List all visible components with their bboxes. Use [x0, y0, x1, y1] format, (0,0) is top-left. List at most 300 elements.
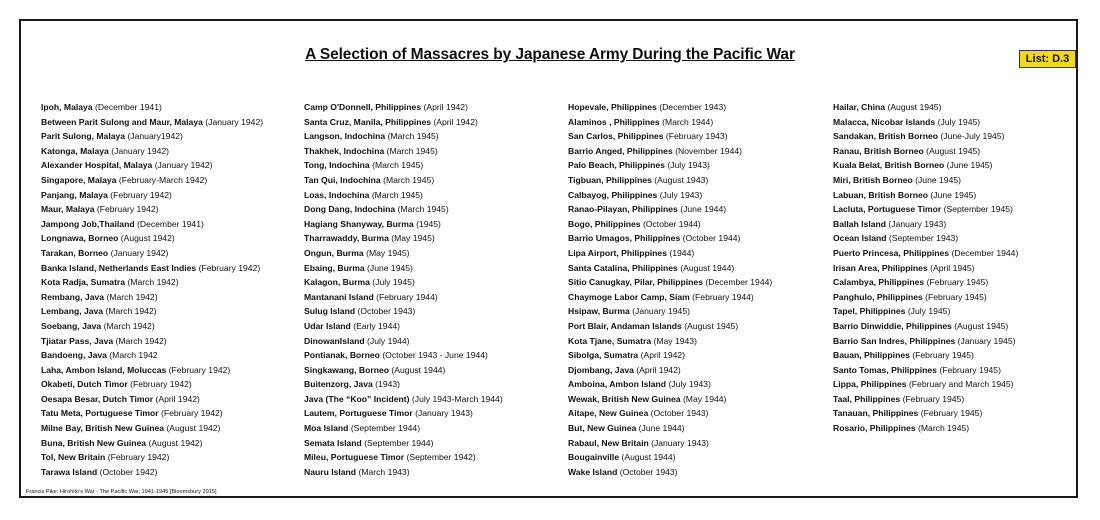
- massacre-date: (February 1942): [130, 379, 192, 390]
- massacre-place: Tatu Meta, Portuguese Timor: [41, 408, 159, 419]
- massacre-place: Amboina, Ambon Island: [568, 379, 667, 390]
- massacre-entry: [568, 173, 772, 188]
- massacre-date: (June 1945): [915, 174, 962, 185]
- massacre-date: (August 1943): [654, 174, 709, 185]
- massacre-date: (July 1943): [667, 160, 710, 171]
- massacre-place: Dong Dang, Indochina: [304, 204, 396, 215]
- massacre-place: Panjang, Malaya: [41, 189, 108, 200]
- massacre-entry: [568, 217, 772, 232]
- massacre-date: (August 1942): [148, 437, 203, 448]
- massacre-entry: [41, 465, 263, 480]
- massacre-entry: [833, 129, 1018, 144]
- massacre-entry: [304, 348, 503, 363]
- massacre-place: Laha, Ambon Island, Moluccas: [41, 364, 167, 375]
- massacre-place: Sandakan, British Borneo: [833, 131, 939, 142]
- massacre-entry: [41, 202, 263, 217]
- massacre-place: Moa Island: [304, 423, 349, 434]
- massacre-place: Malacca, Nicobar Islands: [833, 116, 936, 127]
- massacre-date: (July 1943): [668, 379, 711, 390]
- massacre-entry: [833, 231, 1018, 246]
- massacre-entry: [833, 173, 1018, 188]
- massacre-place: Soebang, Java: [41, 320, 102, 331]
- massacre-place: Ebaing, Burma: [304, 262, 365, 273]
- massacre-entry: [833, 144, 1018, 159]
- massacre-place: Hsipaw, Burma: [568, 306, 630, 317]
- massacre-entry: [41, 348, 263, 363]
- massacre-entry: [41, 246, 263, 261]
- massacre-date: (May 1945): [391, 233, 435, 244]
- massacre-place: Langson, Indochina: [304, 131, 386, 142]
- massacre-date: (February 1945): [925, 291, 987, 302]
- massacre-entry: [41, 392, 263, 407]
- massacre-entry: [833, 334, 1018, 349]
- massacre-date: (February 1942): [110, 189, 172, 200]
- massacre-place: Milne Bay, British New Guinea: [41, 423, 165, 434]
- massacre-entry: [833, 304, 1018, 319]
- massacre-entry: [304, 421, 503, 436]
- massacre-place: Singapore, Malaya: [41, 174, 117, 185]
- massacre-date: (December 1944): [951, 247, 1019, 258]
- massacre-entry: [568, 436, 772, 451]
- massacre-date: (Early 1944): [353, 320, 401, 331]
- massacre-date: (March 1942): [127, 277, 179, 288]
- massacre-entry: [304, 363, 503, 378]
- massacre-place: Puerto Princesa, Philippines: [833, 247, 950, 258]
- massacre-place: Kalagon, Burma: [304, 277, 370, 288]
- massacre-date: (August 1945): [926, 145, 981, 156]
- massacre-date: (March 1944): [662, 116, 714, 127]
- massacre-place: Mantanani Island: [304, 291, 374, 302]
- massacre-date: (January 1945): [632, 306, 690, 317]
- massacre-date: (October 1943): [650, 408, 709, 419]
- massacre-place: Loas, Indochina: [304, 189, 370, 200]
- massacre-entry: [833, 158, 1018, 173]
- massacre-date: (May 1945): [366, 247, 410, 258]
- massacre-entry: [304, 100, 503, 115]
- massacre-place: Wewak, British New Guinea: [568, 393, 681, 404]
- massacre-place: Barrio Dinwiddie, Philippines: [833, 320, 952, 331]
- massacre-place: Santa Catalina, Philippines: [568, 262, 678, 273]
- massacre-date: (January 1945): [957, 335, 1016, 346]
- massacre-date: (August 1945): [684, 320, 739, 331]
- massacre-entry: [833, 275, 1018, 290]
- massacre-entry: [304, 377, 503, 392]
- massacre-date: (August 1945): [954, 320, 1009, 331]
- massacre-date: (July 1944): [367, 335, 410, 346]
- massacre-place: Labuan, British Borneo: [833, 189, 929, 200]
- massacre-place: But, New Guinea: [568, 423, 637, 434]
- massacre-entry: [568, 348, 772, 363]
- massacre-place: Ocean Island: [833, 233, 887, 244]
- massacre-place: Parit Sulong, Malaya: [41, 131, 126, 142]
- massacre-column-3: [568, 100, 772, 479]
- massacre-date: (January 1943): [415, 408, 473, 419]
- massacre-place: Bougainville: [568, 452, 620, 463]
- massacre-date: (July 1945): [372, 277, 415, 288]
- massacre-place: Ranau, British Borneo: [833, 145, 924, 156]
- massacre-date: (1943): [375, 379, 401, 390]
- massacre-date: (February 1944): [376, 291, 438, 302]
- massacre-entry: [304, 465, 503, 480]
- massacre-date: (November 1944): [675, 145, 742, 156]
- massacre-entry: [304, 334, 503, 349]
- massacre-entry: [568, 261, 772, 276]
- massacre-place: DinowanIsland: [304, 335, 365, 346]
- massacre-date: (September 1943): [888, 233, 959, 244]
- massacre-date: (October 1943): [619, 466, 678, 477]
- massacre-place: Between Parit Sulong and Maur, Malaya: [41, 116, 203, 127]
- massacre-place: Tharrawaddy, Burma: [304, 233, 389, 244]
- massacre-date: (March 1942: [109, 350, 158, 361]
- massacre-date: (October 1943 - June 1944): [382, 350, 488, 361]
- massacre-date: (February 1945): [902, 393, 965, 404]
- massacre-place: Maur, Malaya: [41, 204, 95, 215]
- massacre-entry: [41, 144, 263, 159]
- massacre-place: Djombang, Java: [568, 364, 634, 375]
- massacre-entry: [568, 465, 772, 480]
- massacre-entry: [568, 246, 772, 261]
- massacre-date: (March 1945): [371, 189, 423, 200]
- massacre-entry: [833, 246, 1018, 261]
- massacre-entry: [304, 246, 503, 261]
- massacre-date: (March 1942): [103, 320, 155, 331]
- massacre-place: Port Blair, Andaman Islands: [568, 320, 682, 331]
- massacre-entry: [41, 406, 263, 421]
- massacre-place: Ballah Island: [833, 218, 887, 229]
- massacre-date: (January1942): [127, 131, 183, 142]
- massacre-date: (February 1943): [665, 131, 728, 142]
- massacre-place: Tanauan, Philippines: [833, 408, 919, 419]
- massacre-date: (January 1942): [110, 247, 169, 258]
- massacre-place: Lippa, Philippines: [833, 379, 907, 390]
- massacre-date: (September 1945): [943, 204, 1013, 215]
- massacre-date: (July 1945): [937, 116, 981, 127]
- massacre-entry: [833, 261, 1018, 276]
- massacre-place: Camp O'Donnell, Philippines: [304, 102, 422, 112]
- massacre-entry: [304, 188, 503, 203]
- massacre-date: (January 1942): [154, 160, 213, 171]
- massacre-place: Chaymoge Labor Camp, Siam: [568, 291, 690, 302]
- massacre-place: Banka Island, Netherlands East Indies: [41, 262, 197, 273]
- massacre-entry: [833, 377, 1018, 392]
- massacre-date: (June 1945): [367, 262, 413, 273]
- massacre-place: Kuala Belat, British Borneo: [833, 160, 945, 171]
- massacre-place: Tan Qui, Indochina: [304, 174, 381, 185]
- massacre-place: Santo Tomas, Philippines: [833, 364, 937, 375]
- massacre-place: Tapel, Philippines: [833, 306, 906, 317]
- massacre-date: (April 1942): [636, 364, 681, 375]
- massacre-date: (September 1944): [364, 437, 434, 448]
- massacre-date: (September 1942): [406, 452, 476, 463]
- massacre-place: Lipa Airport, Philippines: [568, 247, 667, 258]
- massacre-date: (March 1945): [372, 160, 424, 171]
- massacre-entry: [568, 144, 772, 159]
- massacre-entry: [41, 115, 263, 130]
- massacre-place: Barrio Umagos, Philippines: [568, 233, 681, 244]
- massacre-place: Tigbuan, Philippines: [568, 174, 652, 185]
- massacre-entry: [304, 406, 503, 421]
- massacre-place: Alexander Hospital, Malaya: [41, 160, 153, 171]
- massacre-place: Lacluta, Portuguese Timor: [833, 204, 942, 215]
- massacre-entry: [568, 392, 772, 407]
- massacre-entry: [833, 319, 1018, 334]
- massacre-entry: [568, 115, 772, 130]
- massacre-date: (June 1945): [930, 189, 977, 200]
- massacre-entry: [41, 188, 263, 203]
- massacre-date: (December 1944): [705, 277, 773, 288]
- massacre-date: (August 1944): [680, 262, 735, 273]
- massacre-entry: [41, 129, 263, 144]
- massacre-date: (June 1944): [680, 204, 727, 215]
- massacre-date: (February 1945): [939, 364, 1001, 375]
- massacre-entry: [304, 290, 503, 305]
- massacre-entry: [833, 421, 1018, 436]
- massacre-entry: [304, 115, 503, 130]
- massacre-place: Sulug Island: [304, 306, 356, 317]
- massacre-date: (April 1942): [640, 350, 686, 361]
- massacre-place: Longnawa, Borneo: [41, 233, 119, 244]
- massacre-place: Katonga, Malaya: [41, 145, 109, 156]
- massacre-entry: [304, 129, 503, 144]
- massacre-place: Pontianak, Borneo: [304, 350, 380, 361]
- massacre-entry: [41, 334, 263, 349]
- massacre-entry: [568, 377, 772, 392]
- massacre-entry: [833, 363, 1018, 378]
- massacre-date: (March 1942): [115, 335, 167, 346]
- massacre-entry: [304, 158, 503, 173]
- massacre-entry: [568, 406, 772, 421]
- massacre-entry: [41, 421, 263, 436]
- massacre-place: Kota Radja, Sumatra: [41, 277, 126, 288]
- massacre-entry: [568, 334, 772, 349]
- massacre-date: (February 1942): [168, 364, 231, 375]
- massacre-date: (March 1945): [386, 145, 438, 156]
- massacre-entry: [568, 363, 772, 378]
- massacre-place: Ongun, Burma: [304, 247, 364, 258]
- massacre-place: Tjiatar Pass, Java: [41, 335, 114, 346]
- massacre-entry: [568, 290, 772, 305]
- massacre-entry: [304, 231, 503, 246]
- massacre-date: (April 1945): [930, 262, 975, 273]
- massacre-entry: [568, 202, 772, 217]
- massacre-date: (August 1942): [166, 423, 221, 434]
- massacre-date: (May 1943): [653, 335, 697, 346]
- massacre-entry: [568, 304, 772, 319]
- massacre-place: Buitenzorg, Java: [304, 379, 373, 390]
- massacre-place: Udar Island: [304, 320, 351, 331]
- massacre-entry: [41, 377, 263, 392]
- massacre-date: (January 1943): [651, 437, 709, 448]
- massacre-date: (July 1943-March 1944): [411, 393, 503, 404]
- massacre-entry: [568, 188, 772, 203]
- massacre-date: (February 1944): [692, 291, 754, 302]
- massacre-place: Lembang, Java: [41, 306, 104, 317]
- massacre-place: Panghulo, Philippines: [833, 291, 923, 302]
- list-badge: List: D.3: [1019, 50, 1076, 68]
- massacre-date: (August 1942): [120, 233, 175, 244]
- massacre-entry: [568, 450, 772, 465]
- massacre-entry: [41, 450, 263, 465]
- massacre-place: Java (The “Koo” Incident): [304, 393, 410, 404]
- massacre-place: Taal, Philippines: [833, 393, 901, 404]
- massacre-place: Calambya, Philippines: [833, 277, 925, 288]
- massacre-entry: [833, 115, 1018, 130]
- massacre-place: Bogo, Philippines: [568, 218, 641, 229]
- massacre-date: (June 1944): [638, 423, 685, 434]
- massacre-entry: [833, 188, 1018, 203]
- massacre-place: Bauan, Philippines: [833, 350, 910, 361]
- massacre-date: (April 1942): [155, 393, 200, 404]
- massacre-place: Wake Island: [568, 466, 618, 477]
- massacre-place: Okabeti, Dutch Timor: [41, 379, 128, 390]
- massacre-entry: [41, 217, 263, 232]
- massacre-place: Miri, British Borneo: [833, 174, 913, 185]
- massacre-column-2: [304, 100, 503, 479]
- massacre-date: (April 1942): [433, 116, 478, 127]
- massacre-date: (December 1941): [94, 102, 162, 112]
- massacre-place: Ipoh, Malaya: [41, 102, 93, 112]
- massacre-place: Thakhek, Indochina: [304, 145, 385, 156]
- massacre-column-1: [41, 100, 263, 479]
- massacre-date: (March 1945): [387, 131, 439, 142]
- massacre-place: Aitape, New Guinea: [568, 408, 649, 419]
- massacre-entry: [304, 304, 503, 319]
- massacre-entry: [568, 231, 772, 246]
- massacre-date: (February 1945): [912, 350, 974, 361]
- massacre-place: Hagiang Shanyway, Burma: [304, 218, 414, 229]
- massacre-date: (February 1942): [107, 452, 170, 463]
- massacre-entry: [568, 421, 772, 436]
- massacre-entry: [41, 173, 263, 188]
- massacre-entry: [304, 436, 503, 451]
- massacre-place: Mileu, Portuguese Timor: [304, 452, 405, 463]
- massacre-date: (February 1942): [161, 408, 223, 419]
- massacre-date: (July 1945): [907, 306, 951, 317]
- massacre-place: Semata Island: [304, 437, 362, 448]
- massacre-entry: [41, 261, 263, 276]
- massacre-date: (March 1942): [105, 306, 157, 317]
- massacre-entry: [41, 158, 263, 173]
- massacre-entry: [833, 392, 1018, 407]
- massacre-place: Alaminos , Philippines: [568, 116, 660, 127]
- massacre-place: Sibolga, Sumatra: [568, 350, 639, 361]
- massacre-entry: [41, 304, 263, 319]
- massacre-place: Nauru Island: [304, 466, 357, 477]
- massacre-place: Calbayog, Philippines: [568, 189, 658, 200]
- massacre-date: (May 1944): [682, 393, 727, 404]
- massacre-place: Hopevale, Philippines: [568, 102, 657, 112]
- massacre-place: Oesapa Besar, Dutch Timor: [41, 393, 154, 404]
- massacre-date: (June-July 1945): [940, 131, 1005, 142]
- massacre-entry: [304, 261, 503, 276]
- massacre-entry: [41, 319, 263, 334]
- massacre-place: Bandoeng, Java: [41, 350, 107, 361]
- massacre-entry: [304, 275, 503, 290]
- massacre-date: (July 1943): [659, 189, 703, 200]
- massacre-place: Tol, New Britain: [41, 452, 106, 463]
- massacre-place: Singkawang, Borneo: [304, 364, 389, 375]
- massacre-entry: [833, 100, 1018, 115]
- massacre-date: (October 1944): [642, 218, 701, 229]
- massacre-place: Irisan Area, Philippines: [833, 262, 928, 273]
- massacre-entry: [304, 144, 503, 159]
- massacre-entry: [304, 173, 503, 188]
- massacre-entry: [41, 436, 263, 451]
- massacre-entry: [568, 100, 772, 115]
- massacre-entry: [833, 217, 1018, 232]
- massacre-date: (August 1944): [391, 364, 446, 375]
- source-citation: Francis Pike: Hirohito's War - The Pacific War, 1941-1945 [Bloomsbury 2015]: [26, 489, 217, 495]
- massacre-place: Barrio Anged, Philippines: [568, 145, 673, 156]
- massacre-date: (January 1942): [111, 145, 170, 156]
- massacre-date: (April 1942): [423, 102, 468, 112]
- massacre-date: (February 1942): [198, 262, 261, 273]
- massacre-entry: [41, 275, 263, 290]
- massacre-place: Tarawa Island: [41, 466, 98, 477]
- massacre-date: (1944): [669, 247, 695, 258]
- massacre-date: (December 1943): [659, 102, 727, 112]
- massacre-place: Rosario, Philippines: [833, 423, 916, 434]
- massacre-place: Tong, Indochina: [304, 160, 370, 171]
- massacre-place: Lautem, Portuguese Timor: [304, 408, 413, 419]
- massacre-date: (October 1944): [682, 233, 741, 244]
- massacre-date: (January 1942): [205, 116, 264, 127]
- massacre-entry: [304, 450, 503, 465]
- massacre-date: (January 1943): [888, 218, 947, 229]
- massacre-entry: [568, 319, 772, 334]
- massacre-entry: [41, 363, 263, 378]
- massacre-place: Kota Tjane, Sumatra: [568, 335, 652, 346]
- massacre-entry: [304, 202, 503, 217]
- massacre-date: (March 1945): [383, 174, 435, 185]
- massacre-place: Buna, British New Guinea: [41, 437, 147, 448]
- massacre-place: San Carlos, Philippines: [568, 131, 664, 142]
- massacre-entry: [41, 290, 263, 305]
- massacre-entry: [304, 319, 503, 334]
- massacre-place: Hailar, China: [833, 102, 886, 112]
- massacre-place: Ranao-Pilayan, Philippines: [568, 204, 678, 215]
- massacre-place: Tarakan, Borneo: [41, 247, 109, 258]
- massacre-entry: [833, 406, 1018, 421]
- massacre-place: Rabaul, New Britain: [568, 437, 649, 448]
- massacre-entry: [568, 158, 772, 173]
- massacre-place: Palo Beach, Philippines: [568, 160, 665, 171]
- massacre-entry: [833, 290, 1018, 305]
- page-title: A Selection of Massacres by Japanese Army During the Pacific War: [305, 46, 795, 63]
- massacre-place: Rembang, Java: [41, 291, 105, 302]
- massacre-date: (February-March 1942): [118, 174, 208, 185]
- massacre-date: (August 1944): [621, 452, 676, 463]
- massacre-date: (June 1945): [946, 160, 993, 171]
- massacre-date: (February 1945): [926, 277, 989, 288]
- massacre-place: Sitio Canugkay, Pilar, Philippines: [568, 277, 703, 288]
- massacre-date: (September 1944): [350, 423, 421, 434]
- massacre-entry: [833, 202, 1018, 217]
- massacre-date: (1945): [416, 218, 441, 229]
- massacre-entry: [568, 275, 772, 290]
- massacre-date: (March 1945): [397, 204, 449, 215]
- massacre-date: (February and March 1945): [908, 379, 1014, 390]
- massacre-date: (February 1945): [920, 408, 983, 419]
- massacre-place: Jampong Job,Thailand: [41, 218, 135, 229]
- massacre-entry: [41, 231, 263, 246]
- massacre-column-4: [833, 100, 1018, 436]
- massacre-entry: [833, 348, 1018, 363]
- massacre-entry: [568, 129, 772, 144]
- massacre-entry: [304, 392, 503, 407]
- massacre-date: (February 1942): [96, 204, 159, 215]
- massacre-date: (October 1943): [357, 306, 416, 317]
